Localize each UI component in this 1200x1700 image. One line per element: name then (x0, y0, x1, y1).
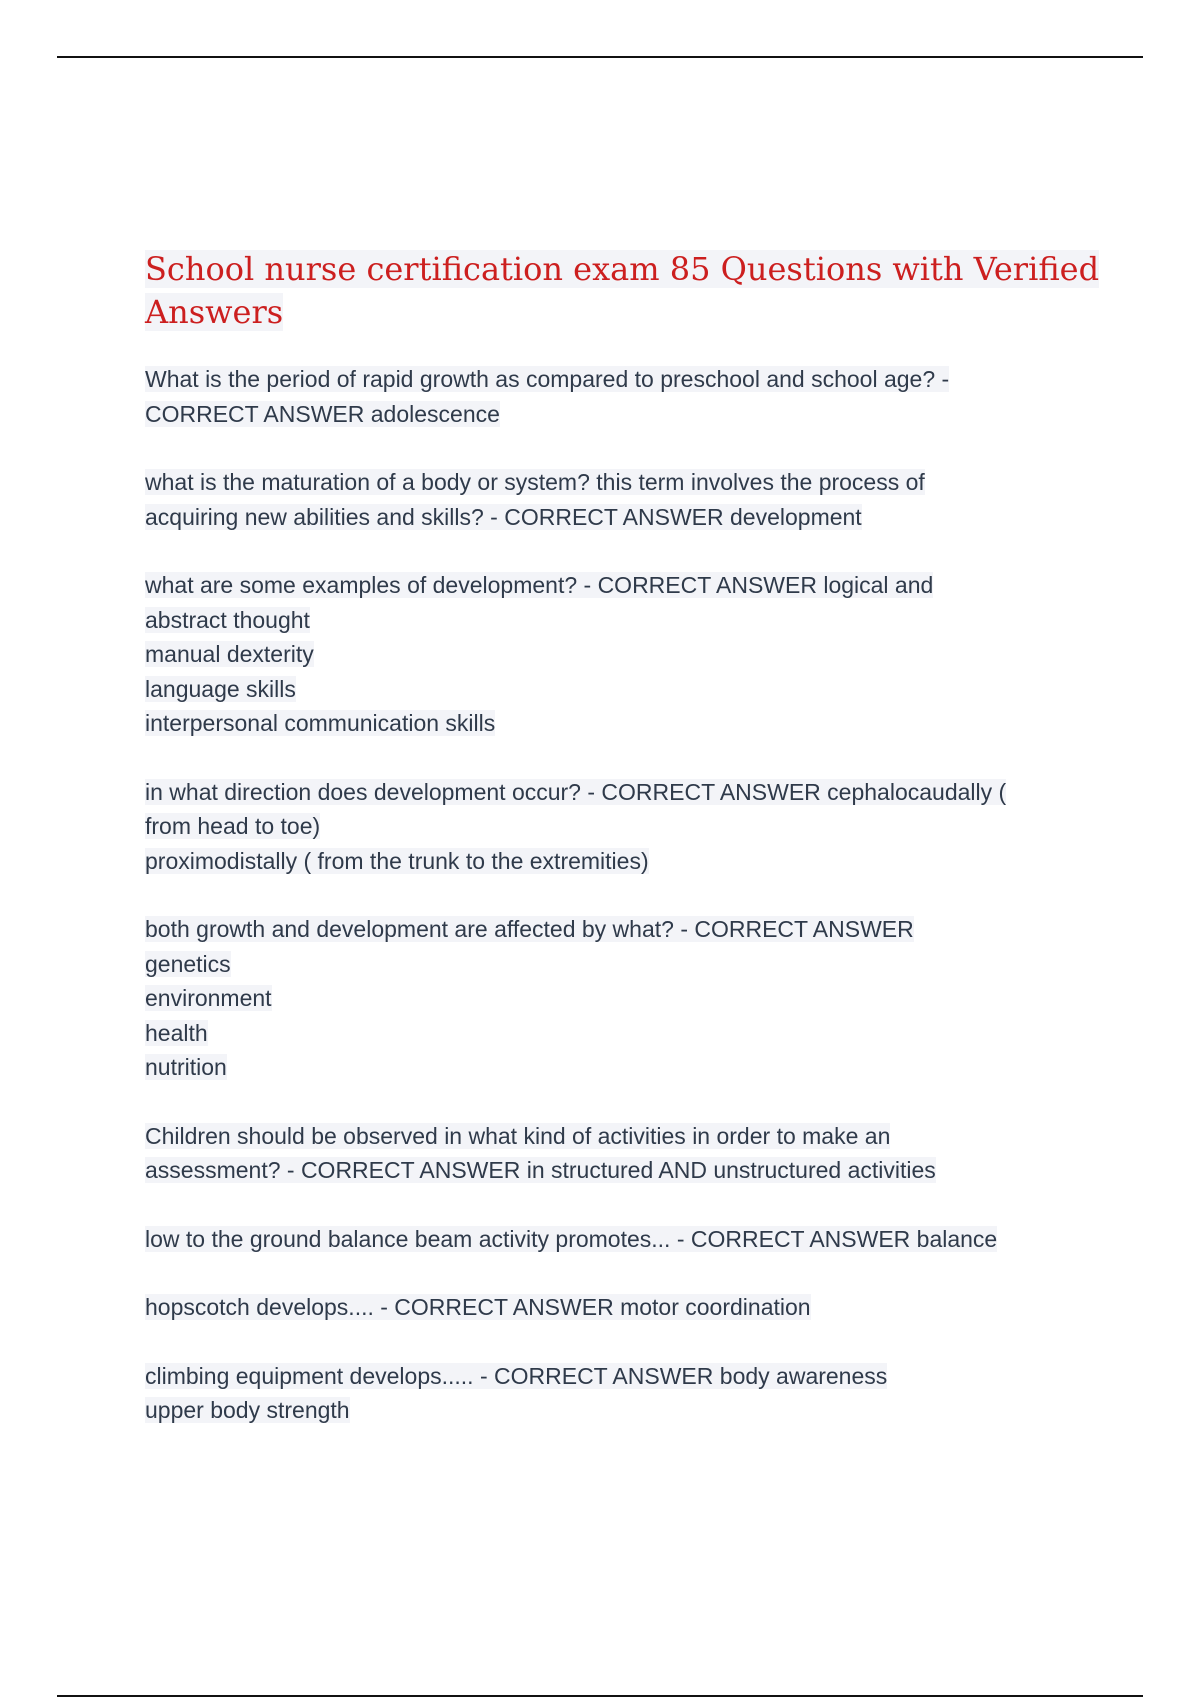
qa-line: assessment? - CORRECT ANSWER in structured AND unstructured activities (145, 1157, 936, 1183)
qa-line: both growth and development are affected by what? - CORRECT ANSWER (145, 916, 914, 942)
qa-line: CORRECT ANSWER adolescence (145, 400, 500, 427)
qa-line: environment (145, 985, 272, 1011)
qa-line: language skills (145, 675, 296, 702)
qa-item-3 (145, 568, 1105, 741)
qa-line: from head to toe) (145, 813, 321, 839)
qa-line: acquiring new abilities and skills? - CORRECT ANSWER development (145, 503, 862, 530)
qa-line: nutrition (145, 1054, 227, 1080)
qa-item-7 (145, 1222, 1105, 1257)
qa-line: low to the ground balance beam activity promotes... - CORRECT ANSWER balance (145, 1225, 998, 1252)
qa-item-5 (145, 912, 1105, 1085)
document-title-text: School nurse certification exam 85 Questions with Verified Answers (145, 250, 1100, 331)
qa-item-9 (145, 1359, 1105, 1428)
qa-line: climbing equipment develops..... - CORRECT ANSWER body awareness (145, 1362, 888, 1389)
qa-line: what are some examples of development? - CORRECT ANSWER logical and (145, 572, 934, 598)
qa-line: genetics (145, 950, 231, 977)
qa-line: what is the maturation of a body or system? this term involves the process of (145, 469, 925, 495)
qa-line: hopscotch develops.... - CORRECT ANSWER motor coordination (145, 1294, 811, 1320)
document-body (145, 248, 1105, 1462)
qa-line: upper body strength (145, 1397, 350, 1423)
footer-rule (57, 1695, 1143, 1697)
header-rule (57, 56, 1143, 58)
qa-item-8 (145, 1290, 1105, 1325)
qa-item-2 (145, 465, 1105, 534)
qa-line: health (145, 1019, 208, 1046)
qa-line: interpersonal communication skills (145, 710, 496, 736)
qa-line: abstract thought (145, 606, 310, 633)
qa-line: proximodistally ( from the trunk to the extremities) (145, 847, 649, 874)
qa-item-4 (145, 775, 1105, 879)
qa-line: manual dexterity (145, 641, 314, 667)
qa-line: in what direction does development occur? - CORRECT ANSWER cephalocaudally ( (145, 778, 1007, 805)
qa-item-1 (145, 362, 1105, 431)
qa-item-6 (145, 1119, 1105, 1188)
document-title (145, 248, 1105, 334)
qa-line: What is the period of rapid growth as compared to preschool and school age? - (145, 366, 950, 392)
qa-line: Children should be observed in what kind of activities in order to make an (145, 1122, 891, 1149)
